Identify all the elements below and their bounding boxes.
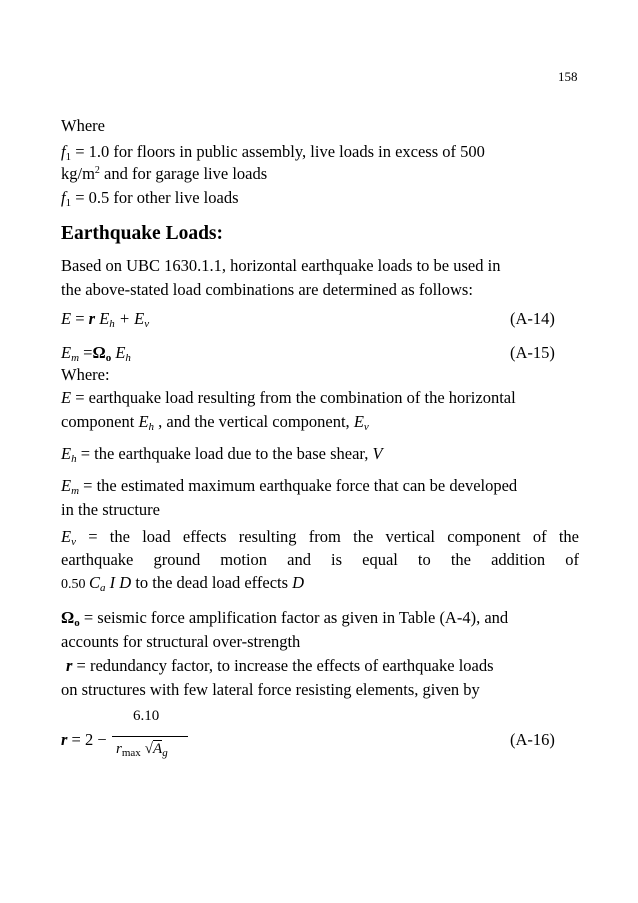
eq16-rho: r [61, 730, 68, 749]
section-heading: Earthquake Loads: [61, 223, 223, 244]
def-eh-v: V [372, 444, 383, 463]
eq15-m: m [71, 352, 80, 364]
def-ev-line-3 [61, 572, 304, 596]
f1-definition-2 [61, 187, 239, 209]
def-e-eh: E [138, 412, 149, 431]
def-e-ev: E [353, 412, 364, 431]
def-eh-text: = the earthquake load due to the base shear, [76, 444, 373, 463]
eq14-v: v [144, 318, 150, 330]
eq16-lhs [61, 729, 107, 751]
def-e-vertical: , and the vertical component, [154, 412, 354, 431]
kgm-exponent: 2 [94, 165, 100, 176]
eq16-sqrt-sign: √ [144, 741, 154, 757]
f1-def-2-text: = 0.5 for other live loads [71, 188, 239, 207]
intro-line-1: Based on UBC 1630.1.1, horizontal earthquake loads to be used in [61, 256, 501, 275]
def-omega-line-2: accounts for structural over-strength [61, 632, 301, 651]
def-ev-ca: C [89, 573, 101, 592]
eq16-den-a: A [153, 741, 163, 757]
f1-definition-1 [61, 141, 485, 163]
kgm-unit: kg/m [61, 164, 95, 183]
f1-subscript: 1 [65, 151, 72, 163]
def-e-eh-sub: h [148, 421, 155, 433]
eq15-label: (A-15) [510, 343, 555, 362]
eq14-plus-e: + E [114, 309, 145, 328]
def-e-line-1 [61, 387, 516, 409]
def-eh-line [61, 443, 383, 465]
eq16-fraction-bar [112, 736, 188, 737]
def-eh-symbol: E [61, 444, 72, 463]
def-ev-line-1 [61, 526, 579, 548]
def-e-ev-sub: v [363, 421, 369, 433]
intro-line-2: the above-stated load combinations are determined as follows: [61, 280, 473, 299]
eq16-label: (A-16) [510, 730, 555, 749]
eq15-lhs: E [61, 343, 72, 362]
eq14-e: E [95, 309, 110, 328]
def-ev-ca-sub: a [100, 582, 106, 594]
garage-text: and for garage live loads [99, 164, 268, 183]
eq15-equals: = [79, 343, 93, 362]
def-ev-id: I D [105, 573, 132, 592]
def-omega-symbol: Ω [61, 608, 75, 627]
f1-definition-1-cont [61, 163, 267, 185]
def-ev-d: D [292, 573, 305, 592]
eq15-omega: Ω [92, 343, 106, 362]
def-omega-text: = seismic force amplification factor as given in Table (A-4), and [79, 608, 509, 627]
eq14-lhs: E [61, 309, 72, 328]
eq14-equals: = [71, 309, 89, 328]
eq16-den-r: r [116, 741, 122, 757]
def-ev-sub: v [71, 536, 76, 548]
def-rho-line-2: on structures with few lateral force resisting elements, given by [61, 680, 480, 699]
eq16-numerator: 6.10 [133, 708, 160, 724]
def-em-line-1 [61, 475, 517, 497]
where-label: Where [61, 116, 105, 135]
def-rho-text: = redundancy factor, to increase the effects of earthquake loads [72, 656, 494, 675]
f1-symbol-2: f [61, 188, 66, 207]
equation-a15 [61, 342, 131, 364]
def-omega-line-1 [61, 607, 508, 629]
def-ev-dead: to the dead load effects [131, 573, 293, 592]
def-eh-sub: h [71, 453, 77, 465]
def-e-line-2 [61, 411, 369, 433]
f1-symbol: f [61, 142, 66, 161]
def-ev-symbol: E [61, 527, 72, 546]
equation-a14 [61, 308, 149, 330]
def-ev-text: = the load effects resulting from the vertical component of the [75, 527, 579, 546]
def-rho-symbol: r [66, 656, 73, 675]
eq16-den-max: max [121, 747, 141, 759]
where-label-2: Where: [61, 365, 110, 384]
eq16-denominator [116, 741, 168, 758]
f1-subscript-2: 1 [65, 197, 72, 209]
def-em-symbol: E [61, 476, 72, 495]
def-em-sub: m [71, 485, 80, 497]
def-ev-coeff: 0.50 [61, 577, 89, 592]
eq15-omega-sub: o [105, 352, 112, 364]
def-e-text: = earthquake load resulting from the combination of the horizontal [71, 388, 516, 407]
eq14-h: h [109, 318, 115, 330]
def-ev-line-2: earthquake ground motion and is equal to the addition of [61, 550, 579, 569]
eq15-h: h [125, 352, 131, 364]
def-em-line-2: in the structure [61, 500, 160, 519]
def-rho-line-1 [66, 655, 494, 677]
eq15-e: E [111, 343, 126, 362]
f1-def-text: = 1.0 for floors in public assembly, live loads in excess of 500 [71, 142, 485, 161]
eq14-rho: r [88, 309, 96, 328]
def-e-component: component [61, 412, 139, 431]
eq14-label: (A-14) [510, 309, 555, 328]
eq16-den-g: g [162, 747, 168, 759]
page-number: 158 [558, 69, 578, 84]
def-omega-sub: o [74, 617, 80, 629]
def-e-symbol: E [61, 388, 72, 407]
eq16-eq: = 2 − [67, 730, 107, 749]
def-em-text: = the estimated maximum earthquake force that can be developed [79, 476, 518, 495]
